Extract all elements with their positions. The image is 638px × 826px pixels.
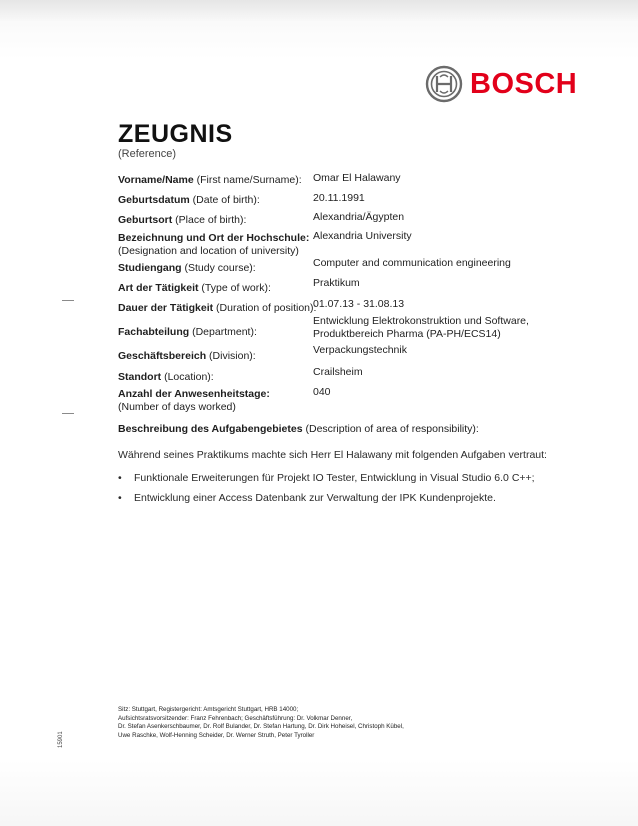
label-days-worked: Anzahl der Anwesenheitstage: (Number of days worked)	[118, 388, 270, 413]
list-item: • Entwicklung einer Access Datenbank zur Verwaltung der IPK Kundenprojekte.	[118, 492, 496, 504]
label-place-of-birth: Geburtsort (Place of birth):	[118, 214, 247, 226]
label-study-course: Studiengang (Study course):	[118, 262, 256, 274]
fold-mark	[62, 300, 74, 301]
label-division: Geschäftsbereich (Division):	[118, 350, 256, 362]
label-department: Fachabteilung (Department):	[118, 326, 257, 338]
value-name: Omar El Halawany	[313, 172, 401, 184]
scan-shadow	[0, 0, 638, 22]
bullet-icon: •	[118, 492, 122, 504]
bosch-armature-emblem-icon	[424, 64, 464, 104]
label-type-of-work: Art der Tätigkeit (Type of work):	[118, 282, 271, 294]
value-university: Alexandria University	[313, 230, 412, 242]
company-footer: Sitz: Stuttgart, Registergericht: Amtsgericht Stuttgart, HRB 14000; Aufsichtsratsvorsitzender: Franz Fehrenbach; Geschäftsführung: Dr. Volkmar Denner, Dr. Stefan Asenkerschbaumer, Dr. Rolf Bulander, Dr. Stefan Hartung, Dr. Dirk Hoheisel, Christoph Kübel, Uwe Raschke, Wolf-Henning Scheider, Dr. Werner Struth, Peter Tyroller	[118, 706, 404, 739]
value-type-of-work: Praktikum	[313, 277, 360, 289]
label-location: Standort (Location):	[118, 371, 214, 383]
value-location: Crailsheim	[313, 366, 363, 378]
label-duration: Dauer der Tätigkeit (Duration of position):	[118, 302, 317, 314]
list-item: • Funktionale Erweiterungen für Projekt IO Tester, Entwicklung in Visual Studio 6.0 C++;	[118, 472, 535, 484]
bosch-logo	[424, 64, 577, 104]
value-place-of-birth: Alexandria/Ägypten	[313, 211, 405, 223]
punch-mark	[62, 413, 74, 414]
value-duration: 01.07.13 - 31.08.13	[313, 298, 405, 310]
value-study-course: Computer and communication engineering	[313, 257, 511, 269]
value-division: Verpackungstechnik	[313, 344, 407, 356]
value-date-of-birth: 20.11.1991	[313, 192, 365, 204]
label-university: Bezeichnung und Ort der Hochschule: (Designation and location of university)	[118, 232, 310, 257]
form-code: 15901	[58, 731, 64, 748]
document-title: ZEUGNIS	[118, 120, 233, 148]
value-department: Entwicklung Elektrokonstruktion und Software, Produktbereich Pharma (PA-PH/ECS14)	[313, 315, 529, 340]
task-list	[118, 472, 598, 512]
responsibility-intro: Während seines Praktikums machte sich Herr El Halawany mit folgenden Aufgaben vertraut:	[118, 449, 547, 461]
label-date-of-birth: Geburtsdatum (Date of birth):	[118, 194, 260, 206]
logo-wordmark: BOSCH	[470, 67, 578, 100]
value-days-worked: 040	[313, 386, 331, 398]
bullet-icon: •	[118, 472, 122, 484]
document-subtitle: (Reference)	[118, 148, 177, 160]
label-name: Vorname/Name (First name/Surname):	[118, 174, 302, 186]
responsibility-heading: Beschreibung des Aufgabengebietes (Description of area of responsibility):	[118, 423, 479, 435]
